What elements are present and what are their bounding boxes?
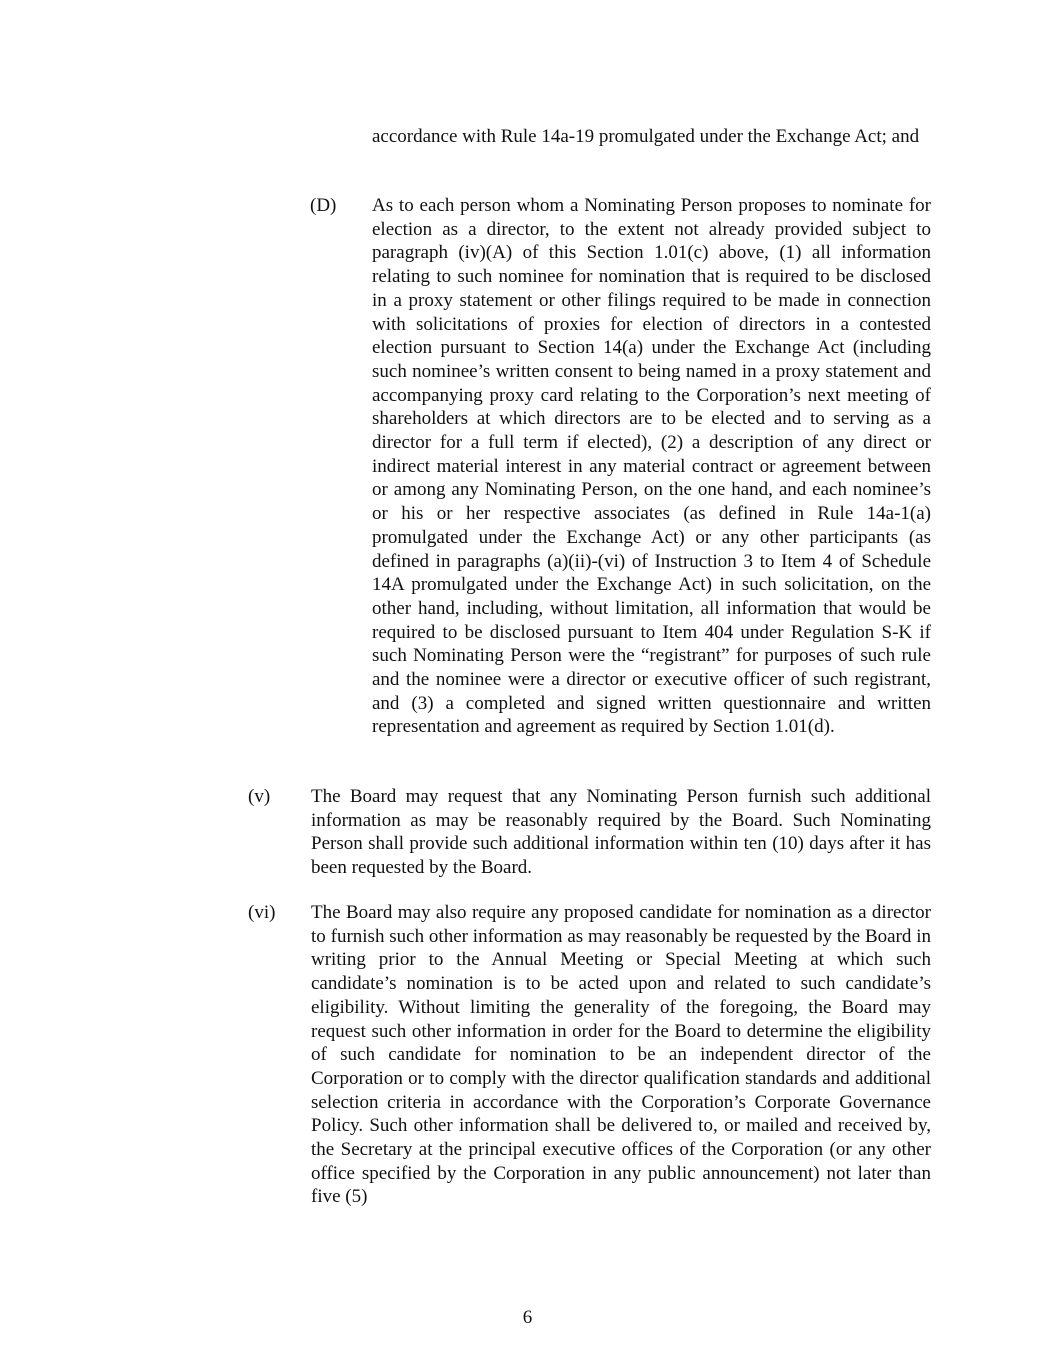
item-vi-paragraph: The Board may also require any proposed candidate for nomination as a director to furnish such other information as may reasonably be requested by the Board in writing prior to the Annual Meeting or Special Meeting at which such candidate’s nomination is to be acted upon and related to such candidate’s eligibility. Without limiting the generality of the foregoing, the Board may request such other information in order for the Board to determine the eligibility of such candidate for nomination to be an independent director of the Corporation or to comply with the director qualification standards and additional selection criteria in accordance with the Corporation’s Corporate Governance Policy. Such other information shall be delivered to, or mailed and received by, the Secretary at the principal executive offices of the Corporation (or any other office specified by the Corporation in any public announcement) not later than five (5): [311, 902, 931, 1208]
item-vi-label: (vi): [248, 902, 276, 923]
item-v-label: (v): [248, 786, 271, 807]
item-v-paragraph: The Board may request that any Nominating Person furnish such additional information as may be reasonably required by the Board. Such Nominating Person shall provide such additional information within ten (10) days after it has been requested by the Board.: [311, 786, 931, 879]
item-d-label: (D): [310, 195, 337, 216]
item-d-paragraph: As to each person whom a Nominating Person proposes to nominate for election as a director, to the extent not already provided subject to paragraph (iv)(A) of this Section 1.01(c) above, (1) all information relating to such nominee for nomination that is required to be disclosed in a proxy statement or other filings required to be made in connection with solicitations of proxies for election of directors in a contested election pursuant to Section 14(a) under the Exchange Act (including such nominee’s written consent to being named in a proxy statement and accompanying proxy card relating to the Corporation’s next meeting of shareholders at which directors are to be elected and to serving as a director for a full term if elected), (2) a description of any direct or indirect material interest in any material contract or agreement between or among any Nominating Person, on the one hand, and each nominee’s or his or her respective associates (as defined in Rule 14a-1(a) promulgated under the Exchange Act) or any other participants (as defined in paragraphs (a)(ii)-(vi) of Instruction 3 to Item 4 of Schedule 14A promulgated under the Exchange Act) in such solicitation, on the other hand, including, without limitation, all information that would be required to be disclosed pursuant to Item 404 under Regulation S-K if such Nominating Person were the “registrant” for purposes of such rule and the nominee were a director or executive officer of such registrant, and (3) a completed and signed written questionnaire and written representation and agreement as required by Section 1.01(d).: [372, 195, 931, 738]
page-number: 6: [522, 1307, 533, 1328]
continuation-paragraph: accordance with Rule 14a-19 promulgated under the Exchange Act; and: [372, 126, 920, 147]
